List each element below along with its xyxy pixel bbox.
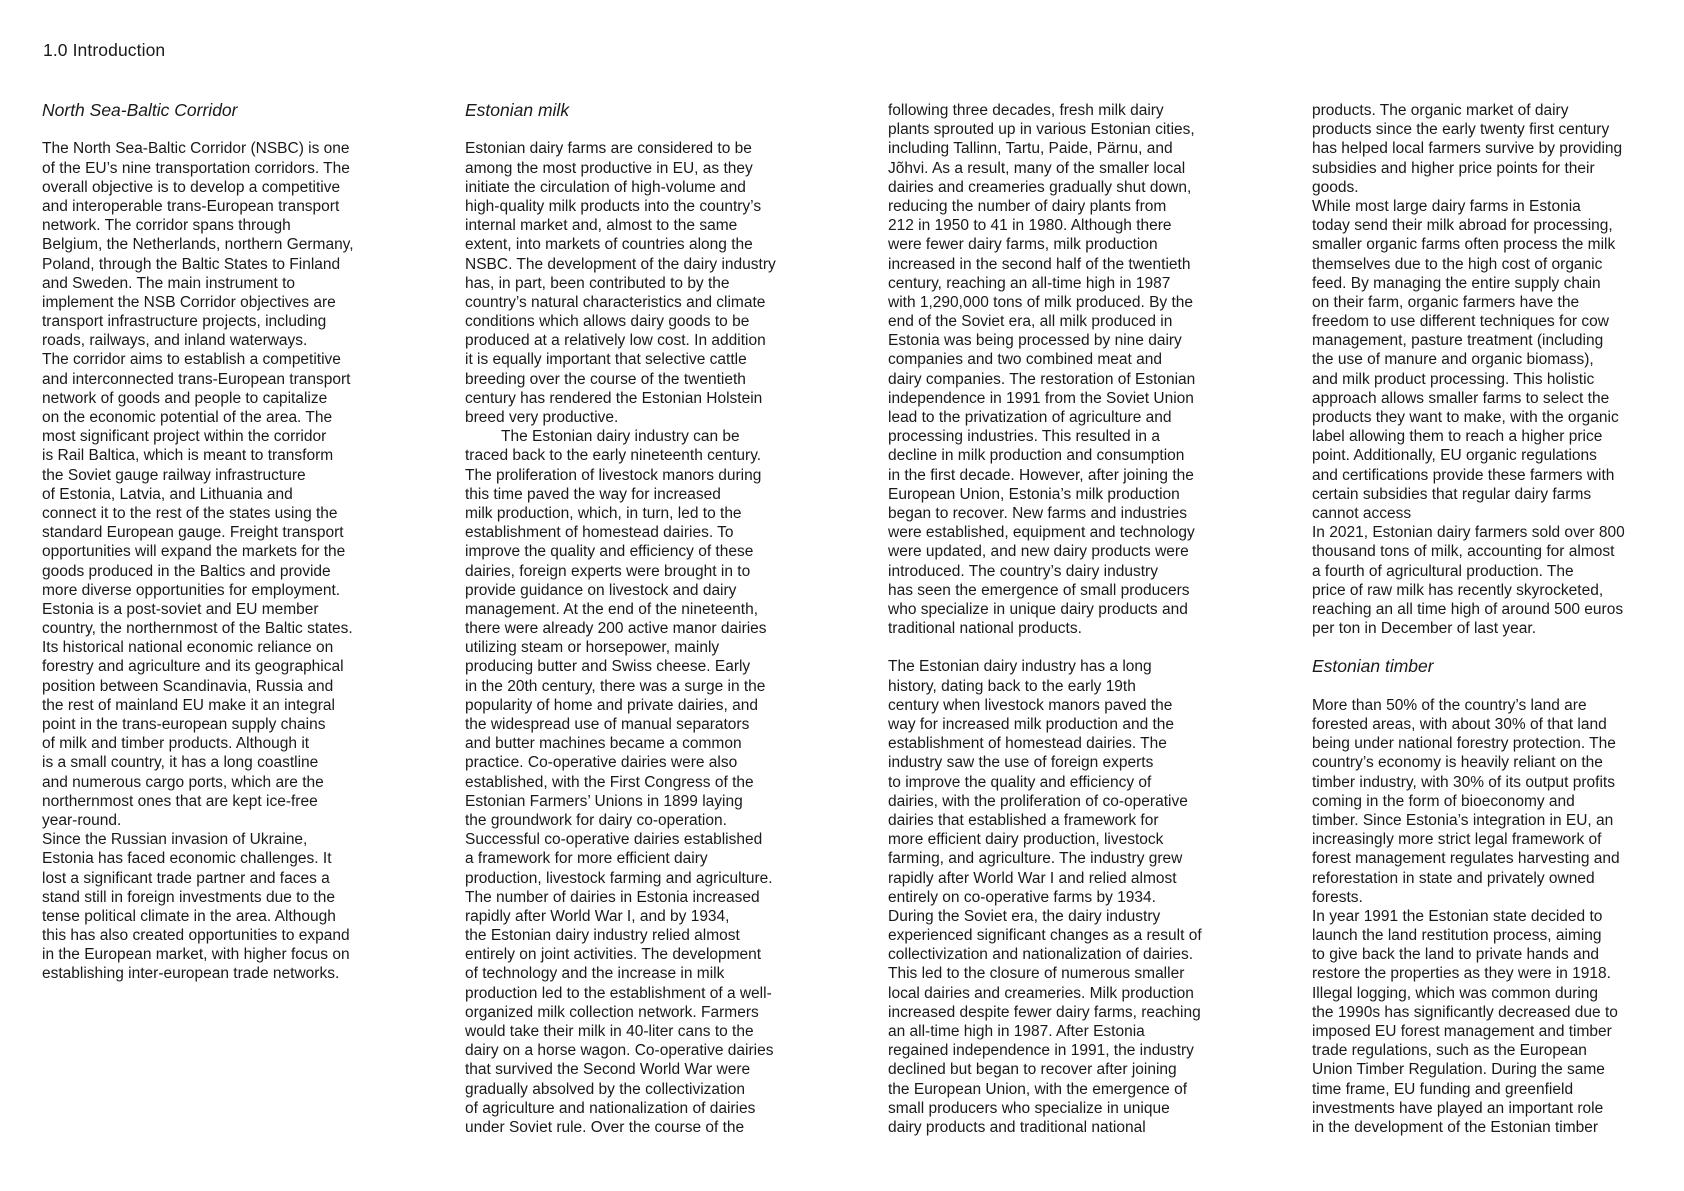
text-line: subsidies and higher price points for their <box>1312 159 1595 177</box>
text-line: coming in the form of bioeconomy and <box>1312 792 1575 810</box>
text-line: feed. By managing the entire supply chain <box>1312 274 1601 292</box>
text-line: The Estonian dairy industry can be <box>501 428 740 446</box>
text-line: the Estonian dairy industry relied almost <box>465 927 740 945</box>
text-line: more efficient dairy production, livestock <box>888 831 1164 849</box>
text-line: conditions which allows dairy goods to be <box>465 313 750 331</box>
text-line: standard European gauge. Freight transport <box>42 524 344 542</box>
text-line: has, in part, been contributed to by the <box>465 274 730 292</box>
text-line: lead to the privatization of agriculture and <box>888 409 1172 426</box>
body-paragraph <box>465 427 835 1137</box>
text-line: who specialize in unique dairy products and <box>888 600 1188 618</box>
text-line: thousand tons of milk, accounting for almost <box>1312 543 1615 561</box>
text-line: trade regulations, such as the European <box>1312 1042 1587 1060</box>
text-line: NSBC. The development of the dairy industry <box>465 255 776 273</box>
text-line: extent, into markets of countries along the <box>465 236 753 254</box>
text-line: today send their milk abroad for processing, <box>1312 217 1613 235</box>
text-line: dairies and creameries gradually shut down, <box>888 178 1192 196</box>
text-line: companies and two combined meat and <box>888 351 1162 369</box>
body-paragraph <box>888 101 1258 638</box>
text-line: and butter machines became a common <box>465 735 742 753</box>
text-line: the rest of mainland EU make it an integral <box>42 696 335 714</box>
text-line: stand still in foreign investments due to the <box>42 888 335 906</box>
text-line: roads, railways, and inland waterways. <box>42 332 308 350</box>
text-line: industry saw the use of foreign experts <box>888 754 1154 772</box>
text-line: goods. <box>1312 178 1359 196</box>
text-line: investments have played an important role <box>1312 1099 1604 1117</box>
text-line: century has rendered the Estonian Holstein <box>465 389 763 407</box>
text-line: local dairies and creameries. Milk production <box>888 984 1194 1002</box>
body-paragraph <box>1312 696 1682 907</box>
text-line: overall objective is to develop a competitive <box>42 178 341 196</box>
text-line: approach allows smaller farms to select the <box>1312 389 1610 407</box>
text-line: the groundwork for dairy co-operation. <box>465 811 727 829</box>
text-line: and milk product processing. This holistic <box>1312 370 1595 388</box>
text-line: were updated, and new dairy products were <box>888 543 1189 561</box>
text-line: themselves due to the high cost of organic <box>1312 255 1603 273</box>
text-line: producing butter and Swiss cheese. Early <box>465 658 751 676</box>
text-line: on their farm, organic farmers have the <box>1312 293 1580 311</box>
text-line: country’s natural characteristics and climate <box>465 293 766 311</box>
text-line: The corridor aims to establish a competitive <box>42 351 341 369</box>
text-line: improve the quality and efficiency of these <box>465 543 754 561</box>
body-paragraph <box>42 139 412 350</box>
text-line: dairies, with the proliferation of co-operative <box>888 792 1188 810</box>
text-line: cannot access <box>1312 504 1412 522</box>
text-line: Illegal logging, which was common during <box>1312 984 1599 1002</box>
text-line: experienced significant changes as a result of <box>888 927 1202 945</box>
text-line: label allowing them to reach a higher price <box>1312 428 1603 446</box>
text-line: a fourth of agricultural production. The <box>1312 562 1574 580</box>
text-line: certain subsidies that regular dairy farms <box>1312 485 1592 503</box>
text-line: Estonian Farmers’ Unions in 1899 laying <box>465 792 743 810</box>
text-line: point in the trans-european supply chains <box>42 716 326 733</box>
text-line: independence in 1991 from the Soviet Union <box>888 389 1194 407</box>
text-line: country, the northernmost of the Baltic states. <box>42 620 353 638</box>
text-line: following three decades, fresh milk dairy <box>888 102 1164 119</box>
text-line: production led to the establishment of a well- <box>465 984 772 1002</box>
text-line: The North Sea-Baltic Corridor (NSBC) is one <box>42 140 350 158</box>
text-line: gradually absolved by the collectivization <box>465 1080 746 1098</box>
text-line: connect it to the rest of the states using the <box>42 504 338 522</box>
text-line: entirely on co-operative farms by 1934. <box>888 888 1156 906</box>
text-line: point. Additionally, EU organic regulations <box>1312 447 1597 465</box>
text-line: reaching an all time high of around 500 euros <box>1312 600 1624 618</box>
text-line: has seen the emergence of small producers <box>888 581 1190 599</box>
text-line: country’s economy is heavily reliant on the <box>1312 754 1603 772</box>
text-line: increased despite fewer dairy farms, reaching <box>888 1003 1201 1021</box>
text-line: history, dating back to the early 19th <box>888 677 1136 695</box>
text-line: in the European market, with higher focus on <box>42 946 350 964</box>
text-line: network of goods and people to capitalize <box>42 389 328 407</box>
section-header: 1.0 Introduction <box>43 40 166 60</box>
text-line: has helped local farmers survive by providing <box>1312 140 1623 158</box>
text-line: lost a significant trade partner and faces a <box>42 869 330 887</box>
text-line: under Soviet rule. Over the course of the <box>465 1118 745 1136</box>
text-line: opportunities will expand the markets for the <box>42 543 346 561</box>
text-line: provide guidance on livestock and dairy <box>465 581 737 599</box>
text-line: tense political climate in the area. Although <box>42 907 336 925</box>
body-paragraph <box>1312 907 1682 1137</box>
text-line: freedom to use different techniques for cow <box>1312 313 1609 331</box>
text-line: establishment of homestead dairies. The <box>888 735 1167 753</box>
text-column-1 <box>42 101 412 984</box>
paragraph-spacer <box>465 120 835 139</box>
text-line: establishment of homestead dairies. To <box>465 524 734 542</box>
text-line: decline in milk production and consumption <box>888 447 1185 465</box>
text-line: breed very productive. <box>465 409 619 426</box>
text-line: practice. Co-operative dairies were also <box>465 754 738 772</box>
text-line: goods produced in the Baltics and provide <box>42 562 331 580</box>
text-line: forested areas, with about 30% of that land <box>1312 716 1607 733</box>
text-line: Jõhvi. As a result, many of the smaller local <box>888 159 1186 177</box>
text-line: in the development of the Estonian timber <box>1312 1118 1599 1136</box>
text-line: collectivization and nationalization of dairies. <box>888 946 1194 964</box>
text-line: of milk and timber products. Although it <box>42 735 310 753</box>
text-line: the widespread use of manual separators <box>465 716 750 733</box>
text-line: traced back to the early nineteenth century. <box>465 447 762 465</box>
paragraph-spacer <box>1312 677 1682 696</box>
text-line: this time paved the way for increased <box>465 485 721 503</box>
text-line: initiate the circulation of high-volume and <box>465 178 746 196</box>
text-line: dairies, foreign experts were brought in to <box>465 562 751 580</box>
text-line: Estonia has faced economic challenges. It <box>42 850 332 868</box>
text-line: European Union, Estonia’s milk production <box>888 485 1180 503</box>
text-line: forest management regulates harvesting and <box>1312 850 1620 868</box>
text-line: Estonian dairy farms are considered to be <box>465 140 752 158</box>
text-line: established, with the First Congress of the <box>465 773 754 791</box>
text-line: During the Soviet era, the dairy industry <box>888 907 1161 925</box>
text-line: transport infrastructure projects, including <box>42 313 327 331</box>
text-line: and numerous cargo ports, which are the <box>42 773 324 791</box>
text-line: the European Union, with the emergence of <box>888 1080 1187 1098</box>
text-line: breeding over the course of the twentieth <box>465 370 746 388</box>
text-line: milk production, which, in turn, led to the <box>465 504 742 522</box>
text-line: management. At the end of the nineteenth, <box>465 600 758 618</box>
text-line: of technology and the increase in milk <box>465 965 725 983</box>
text-line: internal market and, almost to the same <box>465 217 738 235</box>
section-heading: Estonian milk <box>465 100 570 120</box>
text-line: northernmost ones that are kept ice-free <box>42 792 318 810</box>
text-line: an all-time high in 1987. After Estonia <box>888 1023 1145 1040</box>
text-line: Successful co-operative dairies established <box>465 831 763 849</box>
section-heading: North Sea-Baltic Corridor <box>42 100 238 120</box>
text-line: way for increased milk production and the <box>888 716 1175 733</box>
body-paragraph <box>42 600 412 830</box>
body-paragraph <box>1312 101 1682 197</box>
text-line: farming, and agriculture. The industry grew <box>888 850 1183 868</box>
text-line: were fewer dairy farms, milk production <box>888 236 1158 254</box>
text-line: Its historical national economic reliance on <box>42 639 334 657</box>
text-line: declined but began to recover after joining <box>888 1061 1177 1079</box>
text-line: more diverse opportunities for employment. <box>42 581 341 599</box>
text-line: among the most productive in EU, as they <box>465 159 753 177</box>
paragraph-spacer <box>1312 638 1682 657</box>
text-line: increasingly more strict legal framework of <box>1312 831 1602 849</box>
text-line: 212 in 1950 to 41 in 1980. Although there <box>888 217 1172 235</box>
text-line: forests. <box>1312 888 1363 906</box>
text-line: dairies that established a framework for <box>888 811 1159 829</box>
text-line: products since the early twenty first century <box>1312 121 1610 139</box>
text-line: This led to the closure of numerous smaller <box>888 965 1185 983</box>
text-line: the use of manure and organic biomass), <box>1312 351 1594 369</box>
text-line: price of raw milk has recently skyrocketed, <box>1312 581 1604 599</box>
text-line: the Soviet gauge railway infrastructure <box>42 466 306 484</box>
text-line: in the first decade. However, after joining the <box>888 466 1194 484</box>
text-line: Poland, through the Baltic States to Finland <box>42 255 341 273</box>
text-line: In year 1991 the Estonian state decided to <box>1312 907 1603 925</box>
text-line: Estonia was being processed by nine dairy <box>888 332 1182 350</box>
text-column-3 <box>888 101 1258 1137</box>
text-line: imposed EU forest management and timber <box>1312 1023 1612 1040</box>
text-line: regained independence in 1991, the industry <box>888 1042 1194 1060</box>
text-line: reforestation in state and privately owned <box>1312 869 1595 887</box>
text-line: popularity of home and private dairies, and <box>465 696 758 714</box>
text-line: most significant project within the corridor <box>42 428 327 446</box>
text-line: dairy products and traditional national <box>888 1118 1146 1136</box>
text-line: Since the Russian invasion of Ukraine, <box>42 831 308 849</box>
text-line: and certifications provide these farmers with <box>1312 466 1615 484</box>
text-line: restore the properties as they were in 1918. <box>1312 965 1611 983</box>
text-line: dairy on a horse wagon. Co-operative dairies <box>465 1042 774 1060</box>
text-line: forestry and agriculture and its geographical <box>42 658 344 676</box>
text-line: processing industries. This resulted in a <box>888 428 1160 446</box>
text-line: of Estonia, Latvia, and Lithuania and <box>42 485 293 503</box>
text-line: establishing inter-european trade networks. <box>42 965 340 983</box>
text-line: products. The organic market of dairy <box>1312 102 1569 119</box>
body-paragraph <box>888 657 1258 1137</box>
text-line: network. The corridor spans through <box>42 217 291 235</box>
text-line: organized milk collection network. Farmers <box>465 1003 759 1021</box>
text-line: on the economic potential of the area. The <box>42 409 333 426</box>
text-line: timber. Since Estonia’s integration in EU, an <box>1312 811 1614 829</box>
text-line: traditional national products. <box>888 620 1082 638</box>
text-line: and Sweden. The main instrument to <box>42 274 296 292</box>
text-line: were established, equipment and technology <box>888 524 1195 542</box>
text-line: high-quality milk products into the country’s <box>465 197 762 215</box>
text-line: would take their milk in 40-liter cans to the <box>465 1023 754 1040</box>
section-heading: Estonian timber <box>1312 656 1434 677</box>
text-line: to give back the land to private hands and <box>1312 946 1599 964</box>
text-line: is a small country, it has a long coastline <box>42 754 319 772</box>
text-column-2 <box>465 101 835 1137</box>
text-line: management, pasture treatment (including <box>1312 332 1604 350</box>
text-line: the 1990s has significantly decreased due to <box>1312 1003 1618 1021</box>
text-line: The proliferation of livestock manors during <box>465 466 762 484</box>
text-line: production, livestock farming and agriculture. <box>465 869 773 887</box>
text-line: is Rail Baltica, which is meant to transform <box>42 447 334 465</box>
text-line: a framework for more efficient dairy <box>465 850 708 868</box>
text-line: increased in the second half of the twentieth <box>888 255 1191 273</box>
body-paragraph <box>42 830 412 984</box>
text-line: it is equally important that selective cattle <box>465 351 747 369</box>
text-line: utilizing steam or horsepower, mainly <box>465 639 720 657</box>
text-line: entirely on joint activities. The development <box>465 946 762 964</box>
text-column-4 <box>1312 101 1682 1137</box>
text-line: with 1,290,000 tons of milk produced. By the <box>888 293 1194 311</box>
text-line: Belgium, the Netherlands, northern Germany, <box>42 236 354 254</box>
text-line: reducing the number of dairy plants from <box>888 197 1167 215</box>
body-paragraph <box>42 350 412 599</box>
text-line: century, reaching an all-time high in 1987 <box>888 274 1171 292</box>
body-paragraph <box>465 139 835 427</box>
text-line: century when livestock manors paved the <box>888 696 1173 714</box>
text-line: being under national forestry protection. The <box>1312 735 1616 753</box>
paragraph-spacer <box>888 638 1258 657</box>
text-line: and interoperable trans-European transport <box>42 197 340 215</box>
text-line: and interconnected trans-European transport <box>42 370 351 388</box>
body-paragraph <box>1312 523 1682 638</box>
text-line: introduced. The country’s dairy industry <box>888 562 1158 580</box>
paragraph-spacer <box>42 120 412 139</box>
text-line: smaller organic farms often process the milk <box>1312 236 1616 254</box>
text-line: there were already 200 active manor dairies <box>465 620 767 638</box>
text-line: timber industry, with 30% of its output profits <box>1312 773 1615 791</box>
text-line: Union Timber Regulation. During the same <box>1312 1061 1605 1079</box>
text-line: this has also created opportunities to expand <box>42 927 350 945</box>
text-line: plants sprouted up in various Estonian cities, <box>888 121 1195 139</box>
text-line: produced at a relatively low cost. In addition <box>465 332 766 350</box>
text-line: More than 50% of the country’s land are <box>1312 696 1587 714</box>
text-line: The Estonian dairy industry has a long <box>888 658 1152 676</box>
text-line: including Tallinn, Tartu, Paide, Pärnu, and <box>888 140 1173 158</box>
text-line: dairy companies. The restoration of Estonian <box>888 370 1196 388</box>
text-line: small producers who specialize in unique <box>888 1099 1170 1117</box>
text-line: position between Scandinavia, Russia and <box>42 677 334 695</box>
text-line: to improve the quality and efficiency of <box>888 773 1152 791</box>
text-line: of the EU’s nine transportation corridors. The <box>42 159 350 177</box>
text-line: began to recover. New farms and industries <box>888 504 1187 522</box>
text-line: launch the land restitution process, aiming <box>1312 927 1602 945</box>
text-line: time frame, EU funding and greenfield <box>1312 1080 1574 1098</box>
text-line: implement the NSB Corridor objectives are <box>42 293 336 311</box>
text-line: The number of dairies in Estonia increased <box>465 888 760 906</box>
text-line: rapidly after World War I, and by 1934, <box>465 907 730 925</box>
text-line: of agriculture and nationalization of dairies <box>465 1099 756 1117</box>
text-line: rapidly after World War I and relied almost <box>888 869 1177 887</box>
text-line: year-round. <box>42 811 122 829</box>
text-line: In 2021, Estonian dairy farmers sold over 800 <box>1312 524 1625 542</box>
body-paragraph <box>1312 197 1682 523</box>
text-line: per ton in December of last year. <box>1312 620 1537 638</box>
text-line: products they want to make, with the organic <box>1312 409 1619 426</box>
text-line: While most large dairy farms in Estonia <box>1312 197 1581 215</box>
text-line: end of the Soviet era, all milk produced in <box>888 313 1173 331</box>
text-line: that survived the Second World War were <box>465 1061 751 1079</box>
text-line: in the 20th century, there was a surge in the <box>465 677 766 695</box>
text-line: Estonia is a post-soviet and EU member <box>42 600 319 618</box>
